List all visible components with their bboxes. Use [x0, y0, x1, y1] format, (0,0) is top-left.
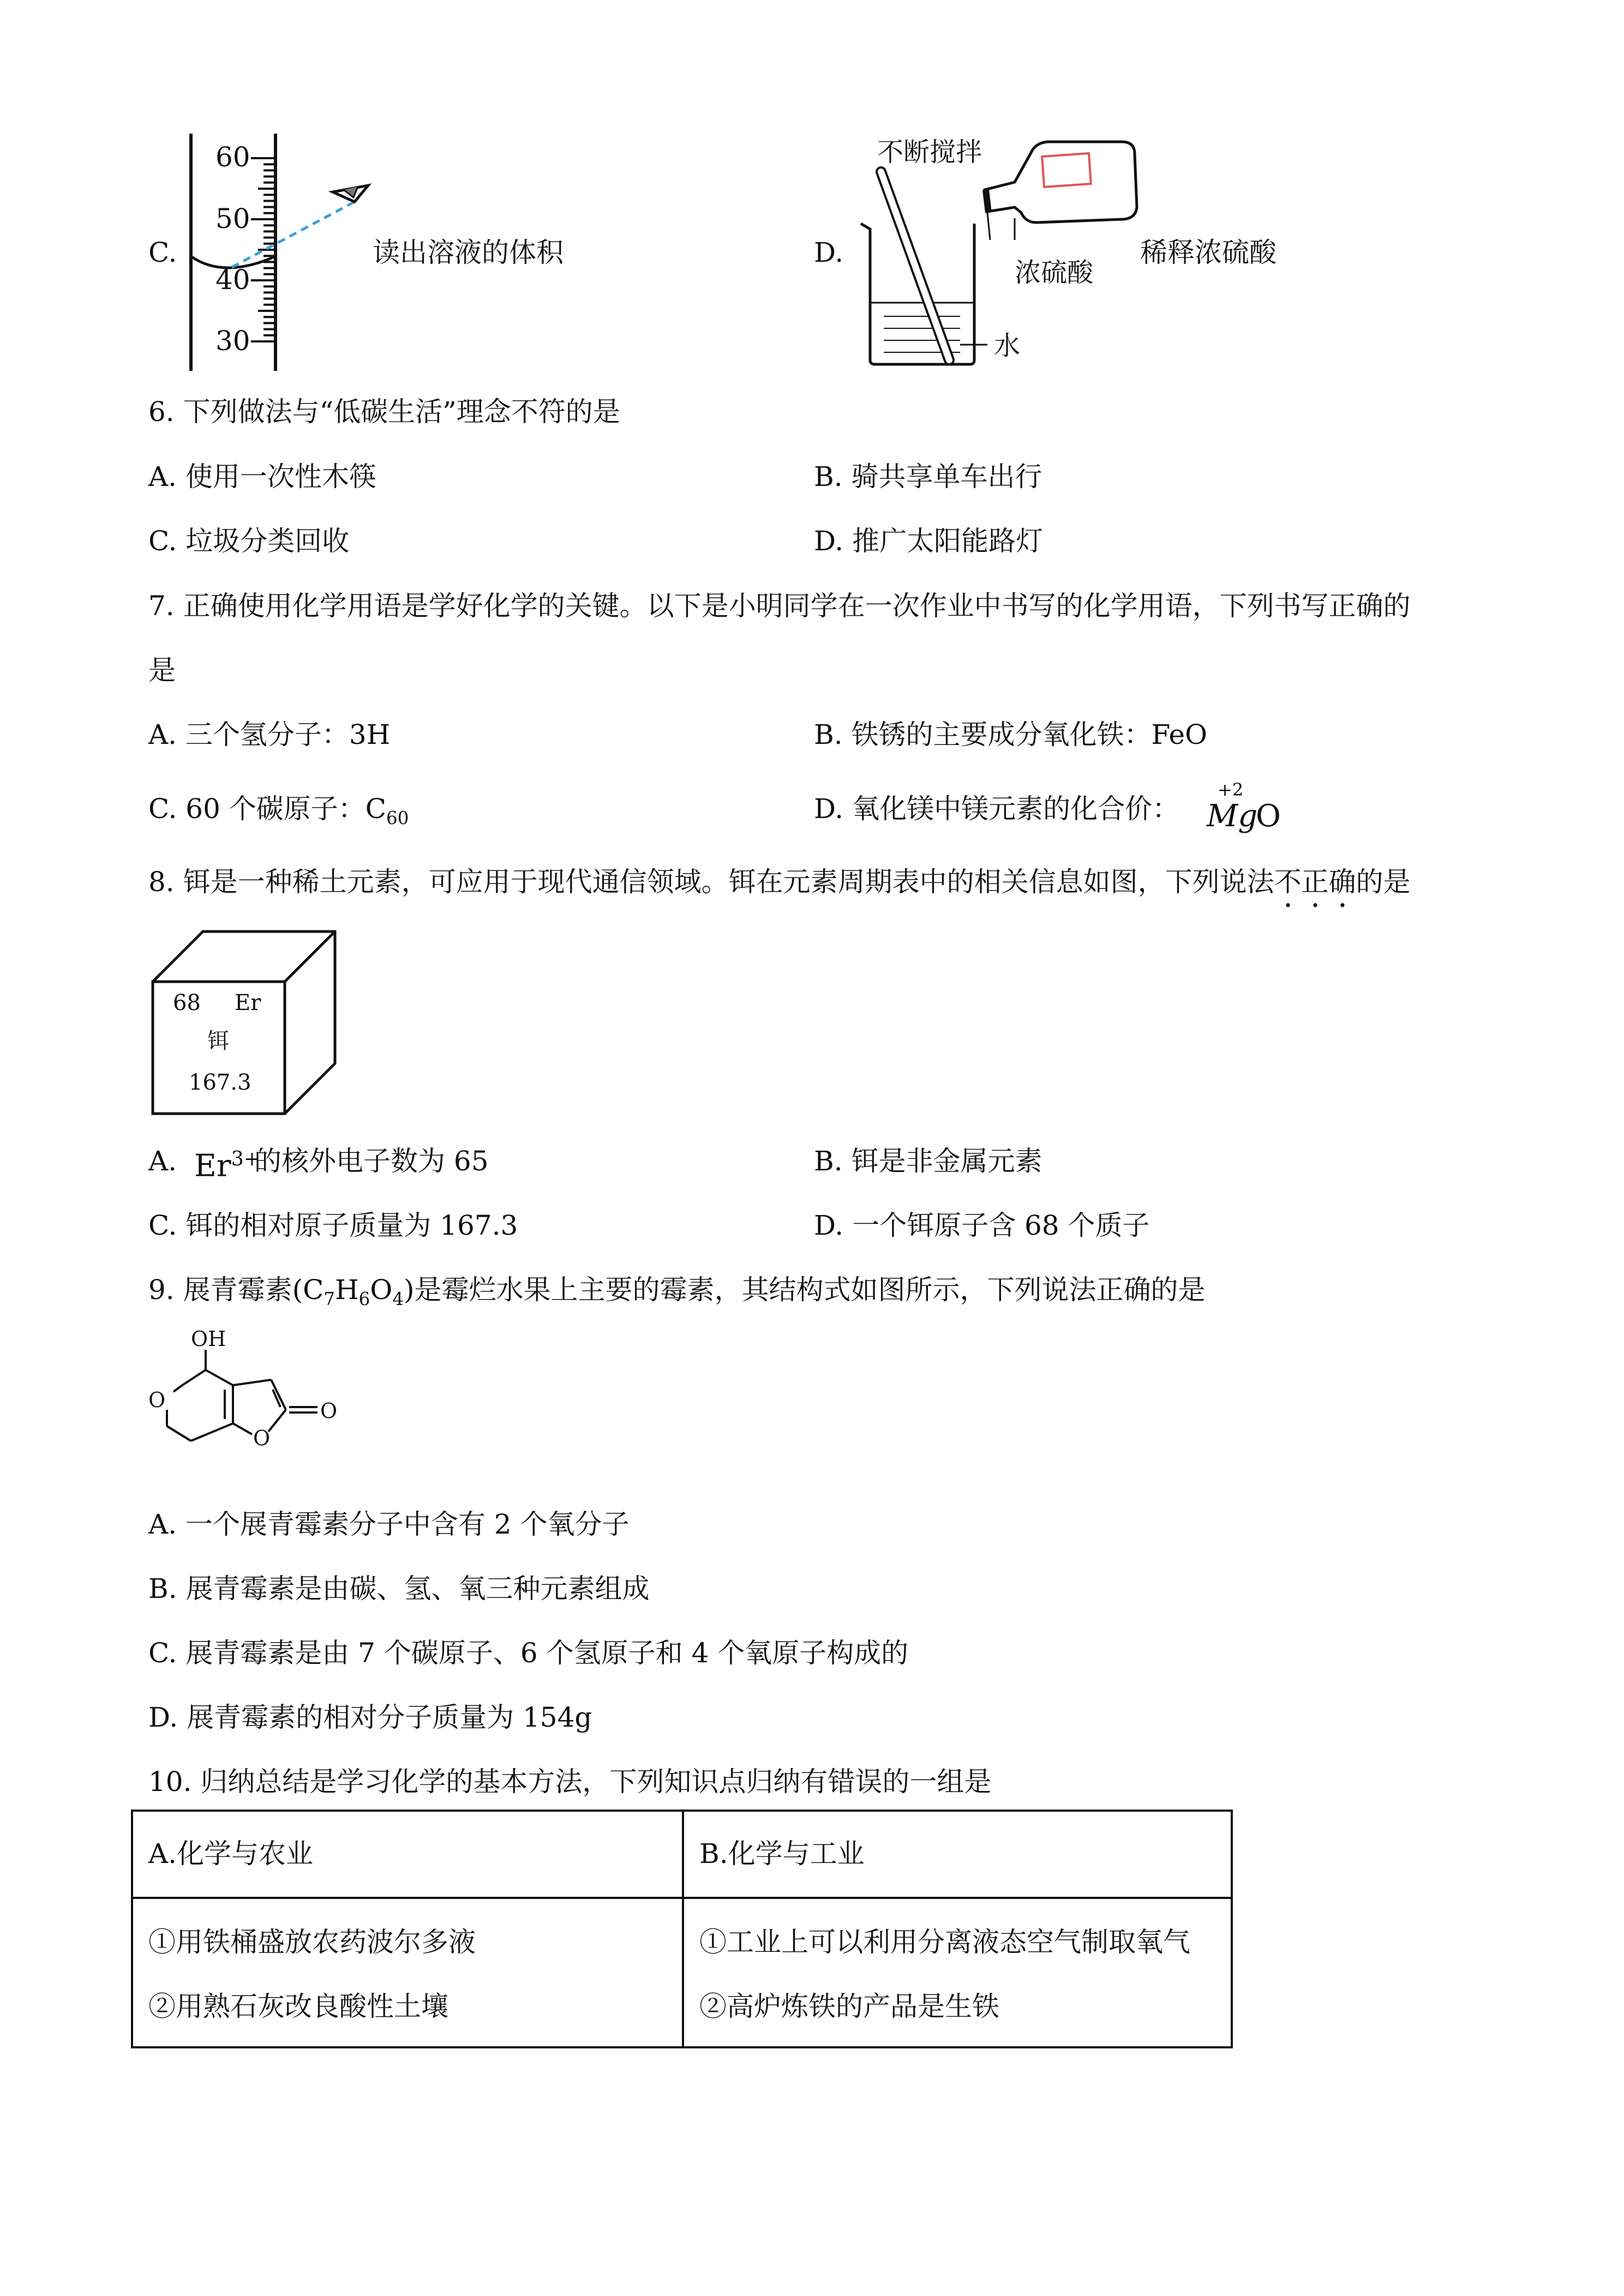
- q9-option-c[interactable]: C. 展青霉素是由 7 个碳原子、6 个氢原子和 4 个氧原子构成的: [148, 1637, 909, 1669]
- q8-stem-suffix: 的是: [1356, 866, 1411, 898]
- dilution-figure: [851, 131, 1156, 371]
- table-head-b-label: B.化学与工业: [699, 1838, 865, 1870]
- stir-label: 不断搅拌: [877, 137, 982, 167]
- q5-option-c-letter[interactable]: C.: [148, 237, 177, 268]
- table-a-item-2: ②用熟石灰改良酸性土壤: [148, 1991, 448, 2022]
- sight-line: [232, 202, 355, 267]
- table-head-a-label: A.化学与农业: [148, 1838, 314, 1870]
- q9-stem-prefix: 9. 展青霉素(C: [148, 1274, 324, 1306]
- table-body-b: [682, 1897, 1233, 2048]
- q10-stem: 10. 归纳总结是学习化学的基本方法，下列知识点归纳有错误的一组是: [148, 1766, 992, 1798]
- oh-group: OH: [191, 1327, 226, 1351]
- atomic-mass: 167.3: [189, 1070, 251, 1095]
- acid-label: 浓硫酸: [1015, 257, 1094, 288]
- water-label: 水: [994, 330, 1021, 361]
- q5-option-c-caption: 读出溶液的体积: [373, 237, 564, 268]
- eye-icon: [333, 185, 368, 202]
- q7-option-c-text: C. 60 个碳原子：C: [148, 793, 387, 825]
- q7-stem-line2: 是: [148, 654, 176, 686]
- lactone-oxygen: O: [253, 1426, 271, 1450]
- q8-stem: [148, 865, 1411, 913]
- q8-option-a-rest: 的核外电子数为 65: [254, 1145, 489, 1177]
- q6-option-d[interactable]: D. 推广太阳能路灯: [814, 525, 1044, 557]
- table-b-item-2: ②高炉炼铁的产品是生铁: [699, 1991, 999, 2022]
- carbon-subscript: 60: [386, 808, 409, 828]
- formula-sub-c: 7: [323, 1289, 335, 1309]
- q9-stem: [148, 1273, 1206, 1311]
- q7-option-b[interactable]: B. 铁锈的主要成分氧化铁：FeO: [814, 719, 1208, 750]
- table-body-a: [131, 1897, 684, 2048]
- q8-stem-prefix: 8. 铒是一种稀土元素，可应用于现代通信领域。铒在元素周期表中的相关信息如图，下列说法: [148, 866, 1274, 898]
- beaker-outline: [861, 224, 974, 364]
- formula-sub-o: 4: [392, 1289, 404, 1309]
- q8-option-a[interactable]: [148, 1144, 177, 1179]
- q7-option-d[interactable]: [814, 792, 1179, 826]
- scale-label-40: 40: [215, 264, 250, 296]
- q8-stem-emphasis: 不正确: [1274, 866, 1356, 898]
- element-cell-erbium: [148, 927, 345, 1123]
- q9-option-a[interactable]: A. 一个展青霉素分子中含有 2 个氧分子: [148, 1508, 630, 1540]
- element-name: 铒: [207, 1029, 229, 1054]
- q8-option-d[interactable]: D. 一个铒原子含 68 个质子: [814, 1210, 1150, 1241]
- q8-option-b[interactable]: B. 铒是非金属元素: [814, 1145, 1042, 1177]
- q7-stem-line1: 7. 正确使用化学用语是学好化学的关键。以下是小明同学在一次作业中书写的化学用语，下列书写正确的: [148, 590, 1411, 622]
- element-symbol: Er: [235, 990, 261, 1015]
- q6-option-b[interactable]: B. 骑共享单车出行: [814, 461, 1042, 492]
- scale-label-30: 30: [215, 325, 250, 357]
- patulin-structure: [143, 1325, 383, 1478]
- scale-label-50: 50: [215, 203, 250, 235]
- acid-bottle: [985, 142, 1137, 223]
- q9-option-d[interactable]: D. 展青霉素的相对分子质量为 154g: [148, 1702, 592, 1733]
- q9-option-b[interactable]: B. 展青霉素是由碳、氢、氧三种元素组成: [148, 1573, 650, 1604]
- q6-stem: 6. 下列做法与“低碳生活”理念不符的是: [148, 396, 620, 428]
- q7-option-d-text: D. 氧化镁中镁元素的化合价：: [814, 793, 1180, 825]
- q5-option-d-caption: 稀释浓硫酸: [1140, 237, 1277, 268]
- ion-charge: 3+: [231, 1147, 261, 1170]
- atomic-number: 68: [173, 990, 201, 1015]
- formula-o: O: [370, 1274, 393, 1306]
- q5-option-d-letter[interactable]: D.: [814, 237, 844, 268]
- table-b-item-1: ①工业上可以利用分离液态空气制取氧气: [699, 1926, 1190, 1958]
- q6-option-c[interactable]: C. 垃圾分类回收: [148, 525, 350, 557]
- table-a-item-1: ①用铁桶盛放农药波尔多液: [148, 1926, 476, 1958]
- q9-stem-suffix: )是霉烂水果上主要的霉素，其结构式如图所示，下列说法正确的是: [404, 1274, 1206, 1306]
- formula-sub-h: 6: [358, 1289, 370, 1309]
- q7-option-a[interactable]: A. 三个氢分子：3H: [148, 719, 391, 750]
- q8-ion-symbol: [194, 1146, 260, 1186]
- q6-option-a[interactable]: A. 使用一次性木筷: [148, 461, 376, 492]
- ion-symbol: Er: [194, 1148, 231, 1184]
- ring-oxygen: O: [148, 1388, 166, 1412]
- formula-h: H: [335, 1274, 359, 1306]
- q7-valence-oxide: O: [1256, 798, 1281, 834]
- carbonyl-oxygen: O: [320, 1399, 338, 1423]
- q7-valence-element: Mg: [1207, 798, 1258, 834]
- q7-valence-mark: +2: [1218, 779, 1244, 800]
- q8-option-a-letter: A.: [148, 1145, 177, 1177]
- scale-label-60: 60: [215, 141, 250, 173]
- q8-option-c[interactable]: C. 铒的相对原子质量为 167.3: [148, 1210, 518, 1241]
- q7-option-c[interactable]: [148, 792, 409, 830]
